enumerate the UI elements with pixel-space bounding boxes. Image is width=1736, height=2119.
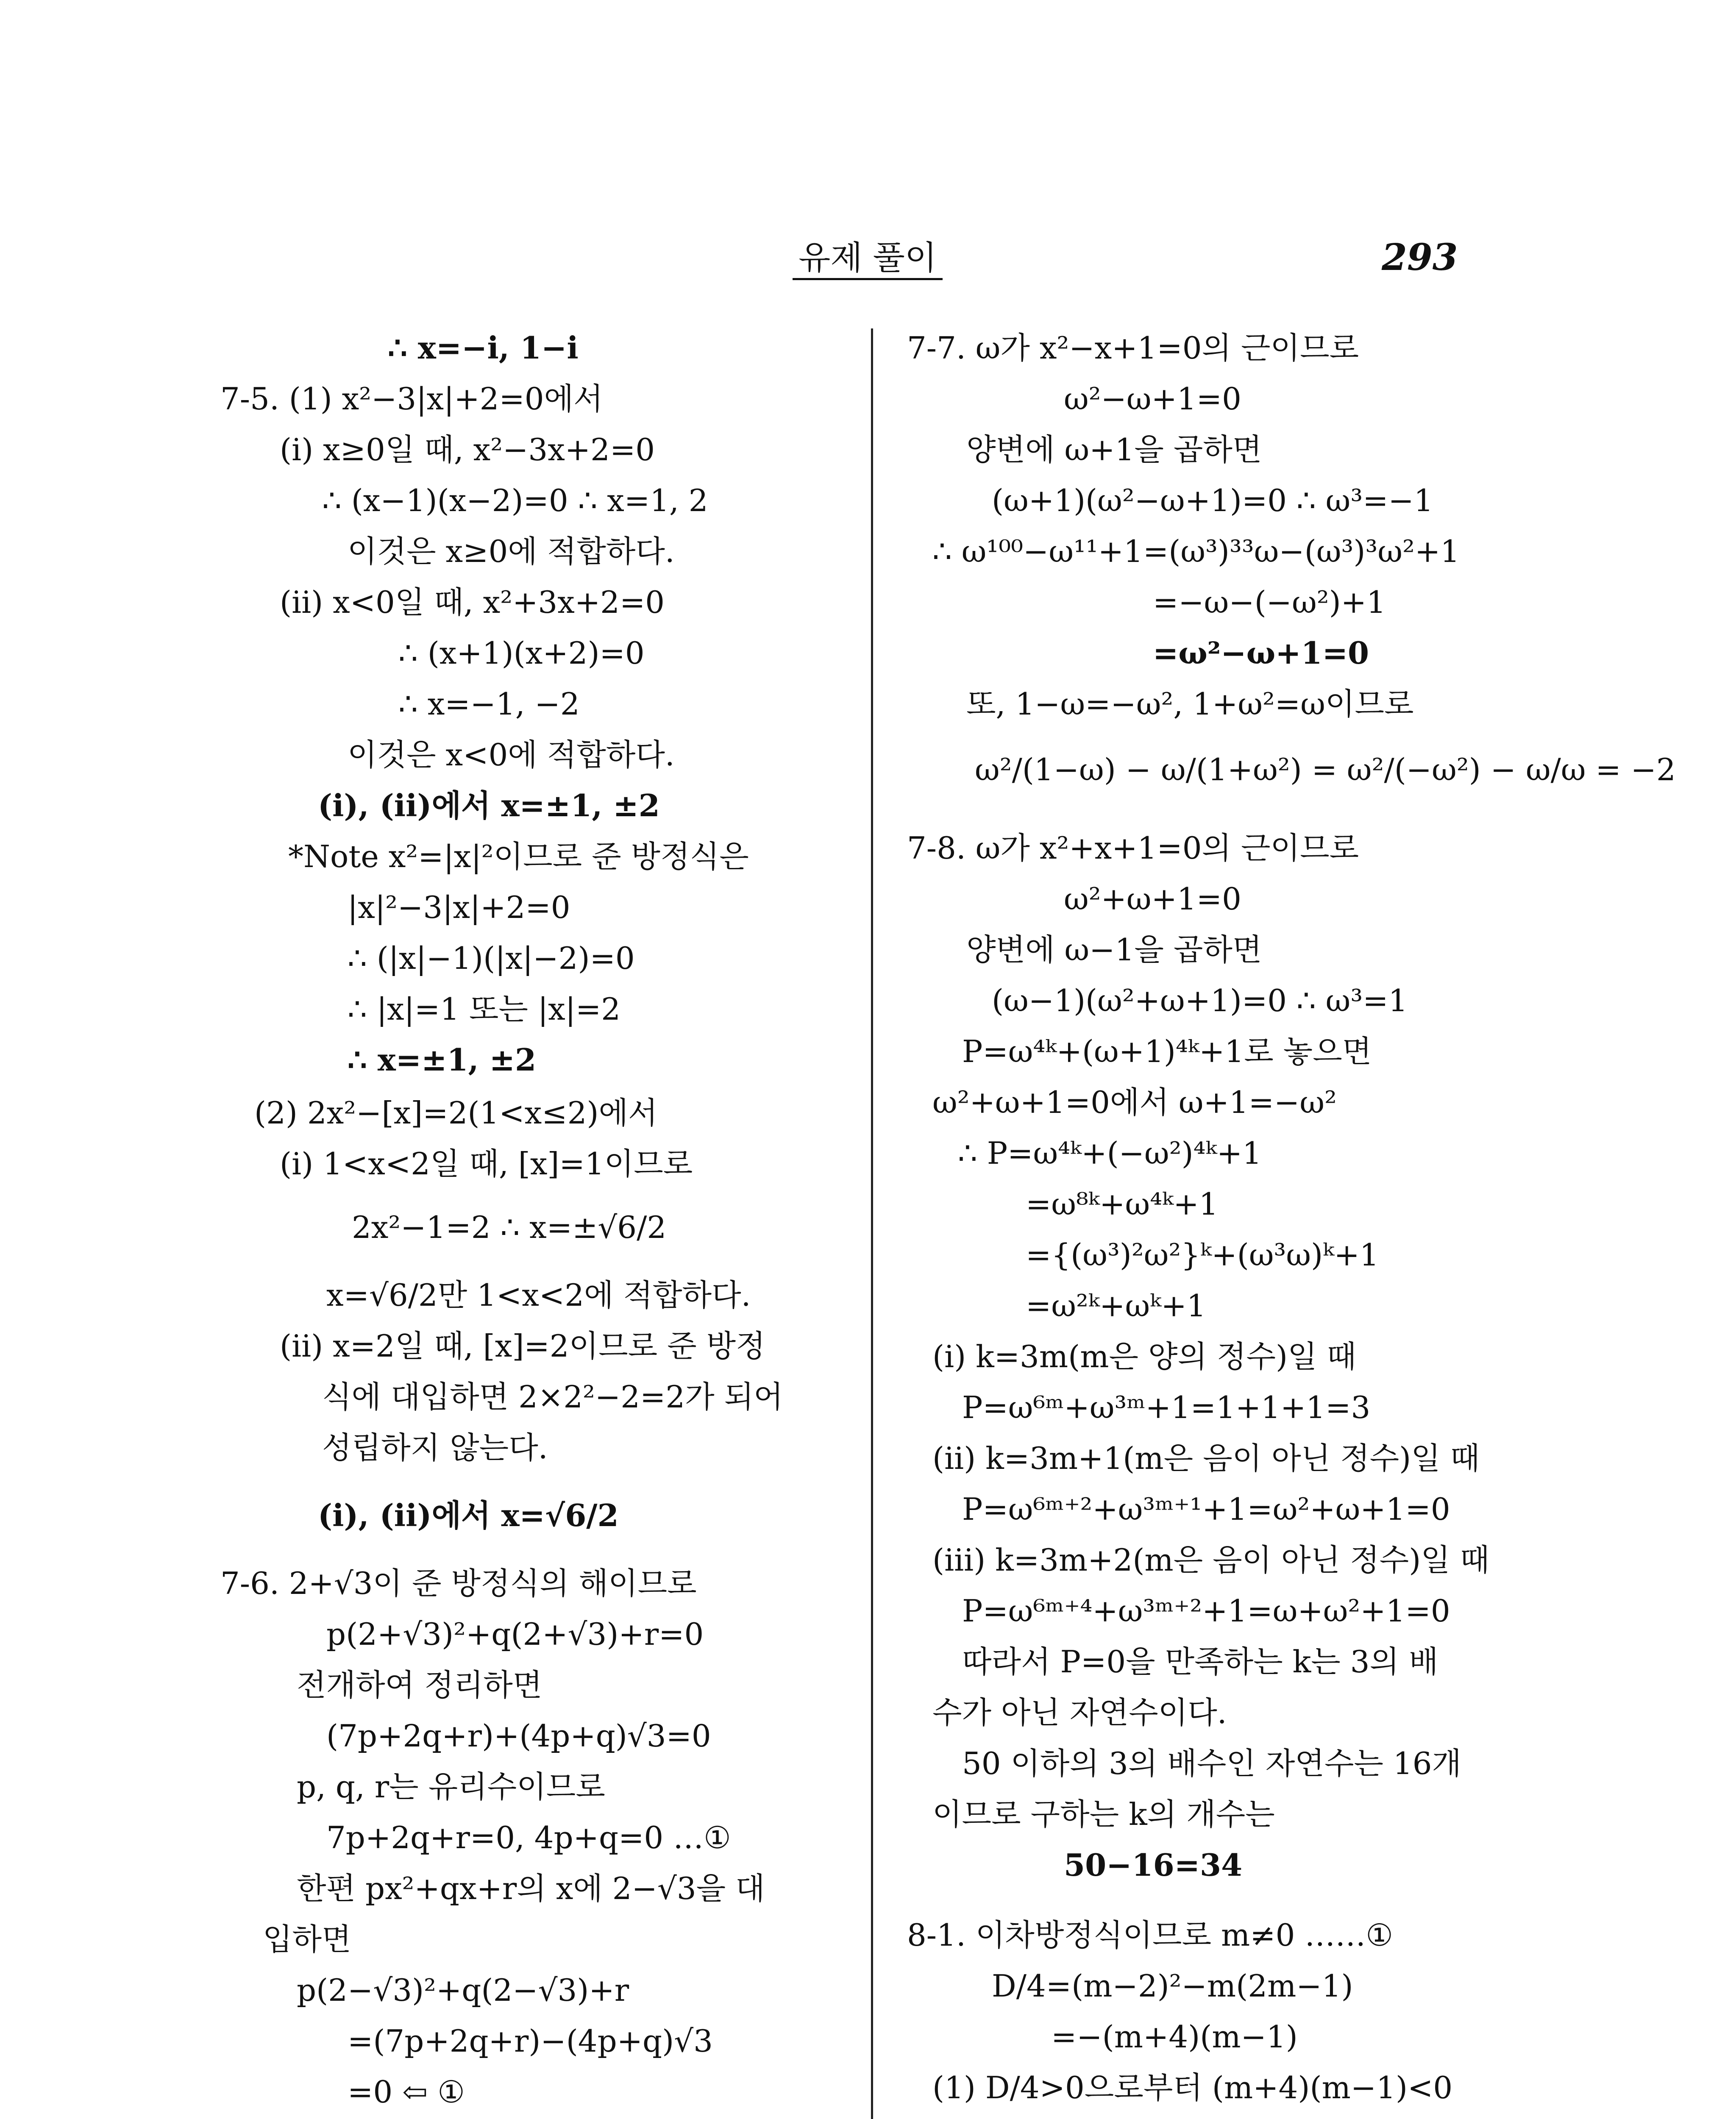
text-line: (7p+2q+r)+(4p+q)√3=0 (326, 1718, 711, 1754)
text-line: 양변에 ω+1을 곱하면 (966, 432, 1262, 467)
text-line: 2x²−1=2 ∴ x=±√6/2 (352, 1210, 667, 1245)
text-line: =ω⁸ᵏ+ω⁴ᵏ+1 (1026, 1186, 1219, 1222)
text-line: ={(ω³)²ω²}ᵏ+(ω³ω)ᵏ+1 (1026, 1237, 1379, 1273)
text-line: (ii) x=2일 때, [x]=2이므로 준 방정 (280, 1328, 765, 1364)
note-line: *Note x²=|x|²이므로 준 방정식은 (288, 839, 749, 874)
text-line: =0 ⇦ ① (348, 2074, 465, 2110)
text-line: (ω+1)(ω²−ω+1)=0 ∴ ω³=−1 (992, 483, 1433, 518)
text-line: |x|²−3|x|+2=0 (348, 890, 570, 925)
text-line: (i) k=3m(m은 양의 정수)일 때 (932, 1339, 1357, 1374)
text-line: ∴ (x−1)(x−2)=0 ∴ x=1, 2 (322, 483, 708, 518)
text-line: p(2+√3)²+q(2+√3)+r=0 (326, 1616, 704, 1652)
column-divider (871, 328, 873, 2119)
text-line: 7p+2q+r=0, 4p+q=0 …① (326, 1820, 731, 1855)
text-line: p, q, r는 유리수이므로 (297, 1769, 605, 1805)
text-line: 이므로 구하는 k의 개수는 (932, 1796, 1275, 1832)
text-line: (1) D/4>0으로부터 (m+4)(m−1)<0 (932, 2070, 1453, 2105)
text-line: ∴ x=−i, 1−i (388, 330, 579, 366)
text-line: (i) x≥0일 때, x²−3x+2=0 (280, 432, 655, 467)
problem-7-8-heading: 7-8. ω가 x²+x+1=0의 근이므로 (907, 830, 1359, 866)
text-line: =ω²−ω+1=0 (1153, 635, 1369, 671)
text-line: 전개하여 정리하면 (297, 1667, 542, 1703)
text-line: ω²−ω+1=0 (1064, 381, 1241, 417)
text-line: P=ω⁶ᵐ+ω³ᵐ+1=1+1+1=3 (962, 1390, 1371, 1425)
text-line: P=ω⁴ᵏ+(ω+1)⁴ᵏ+1로 놓으면 (962, 1034, 1372, 1069)
page-number: 293 (1382, 236, 1458, 279)
text-line: P=ω⁶ᵐ⁺²+ω³ᵐ⁺¹+1=ω²+ω+1=0 (962, 1491, 1450, 1527)
text-line: =−ω−(−ω²)+1 (1153, 584, 1386, 620)
text-line: ∴ ω¹⁰⁰−ω¹¹+1=(ω³)³³ω−(ω³)³ω²+1 (932, 534, 1460, 569)
text-line: (i), (ii)에서 x=√6/2 (318, 1497, 619, 1533)
text-line: 식에 대입하면 2×2²−2=2가 되어 (322, 1379, 783, 1415)
text-line: 양변에 ω−1을 곱하면 (966, 932, 1262, 968)
problem-7-6-heading: 7-6. 2+√3이 준 방정식의 해이므로 (220, 1566, 697, 1601)
text-line: 성립하지 않는다. (322, 1430, 548, 1466)
text-line: 이것은 x≥0에 적합하다. (348, 534, 675, 569)
text-line: 이것은 x<0에 적합하다. (348, 737, 675, 773)
text-line: (2) 2x²−[x]=2(1<x≤2)에서 (254, 1095, 658, 1131)
text-line: 50−16=34 (1064, 1847, 1243, 1883)
text-line: ∴ x=±1, ±2 (348, 1042, 537, 1078)
text-line: (ω−1)(ω²+ω+1)=0 ∴ ω³=1 (992, 983, 1408, 1018)
text-line: (iii) k=3m+2(m은 음이 아닌 정수)일 때 (932, 1542, 1490, 1578)
text-line: ∴ P=ω⁴ᵏ+(−ω²)⁴ᵏ+1 (958, 1135, 1262, 1171)
problem-8-1-heading: 8-1. 이차방정식이므로 m≠0 ……① (907, 1917, 1393, 1953)
text-line: 수가 아닌 자연수이다. (932, 1695, 1227, 1730)
text-line: 50 이하의 3의 배수인 자연수는 16개 (962, 1746, 1462, 1781)
text-line: =ω²ᵏ+ωᵏ+1 (1026, 1288, 1206, 1324)
text-line: ω²+ω+1=0에서 ω+1=−ω² (932, 1085, 1337, 1120)
section-title: 유제 풀이 (793, 242, 943, 280)
text-line: ω²/(1−ω) − ω/(1+ω²) = ω²/(−ω²) − ω/ω = −2 (975, 752, 1676, 787)
text-line: =−(m+4)(m−1) (1051, 2019, 1298, 2055)
text-line: p(2−√3)²+q(2−√3)+r (297, 1972, 629, 2008)
text-line: P=ω⁶ᵐ⁺⁴+ω³ᵐ⁺²+1=ω+ω²+1=0 (962, 1593, 1450, 1629)
text-line: ∴ (|x|−1)(|x|−2)=0 (348, 940, 635, 976)
text-line: x=√6/2만 1<x<2에 적합하다. (326, 1277, 751, 1313)
text-line: =(7p+2q+r)−(4p+q)√3 (348, 2023, 713, 2059)
text-line: (i), (ii)에서 x=±1, ±2 (318, 787, 660, 823)
text-line: 또, 1−ω=−ω², 1+ω²=ω이므로 (966, 686, 1414, 722)
text-line: (i) 1<x<2일 때, [x]=1이므로 (280, 1146, 693, 1182)
text-line: (ii) k=3m+1(m은 음이 아닌 정수)일 때 (932, 1440, 1480, 1476)
problem-7-5-heading: 7-5. (1) x²−3|x|+2=0에서 (220, 381, 603, 417)
text-line: (ii) x<0일 때, x²+3x+2=0 (280, 584, 665, 620)
text-line: ∴ x=−1, −2 (398, 686, 580, 722)
text-line: 한편 px²+qx+r의 x에 2−√3을 대 (297, 1871, 765, 1906)
text-line: 따라서 P=0을 만족하는 k는 3의 배 (962, 1644, 1438, 1680)
text-line: D/4=(m−2)²−m(2m−1) (992, 1968, 1353, 2004)
problem-7-7-heading: 7-7. ω가 x²−x+1=0의 근이므로 (907, 330, 1359, 366)
text-line: ∴ |x|=1 또는 |x|=2 (348, 991, 621, 1027)
text-line: 입하면 (263, 1922, 351, 1957)
text-line: ω²+ω+1=0 (1064, 881, 1241, 917)
text-line: ∴ (x+1)(x+2)=0 (398, 635, 645, 671)
